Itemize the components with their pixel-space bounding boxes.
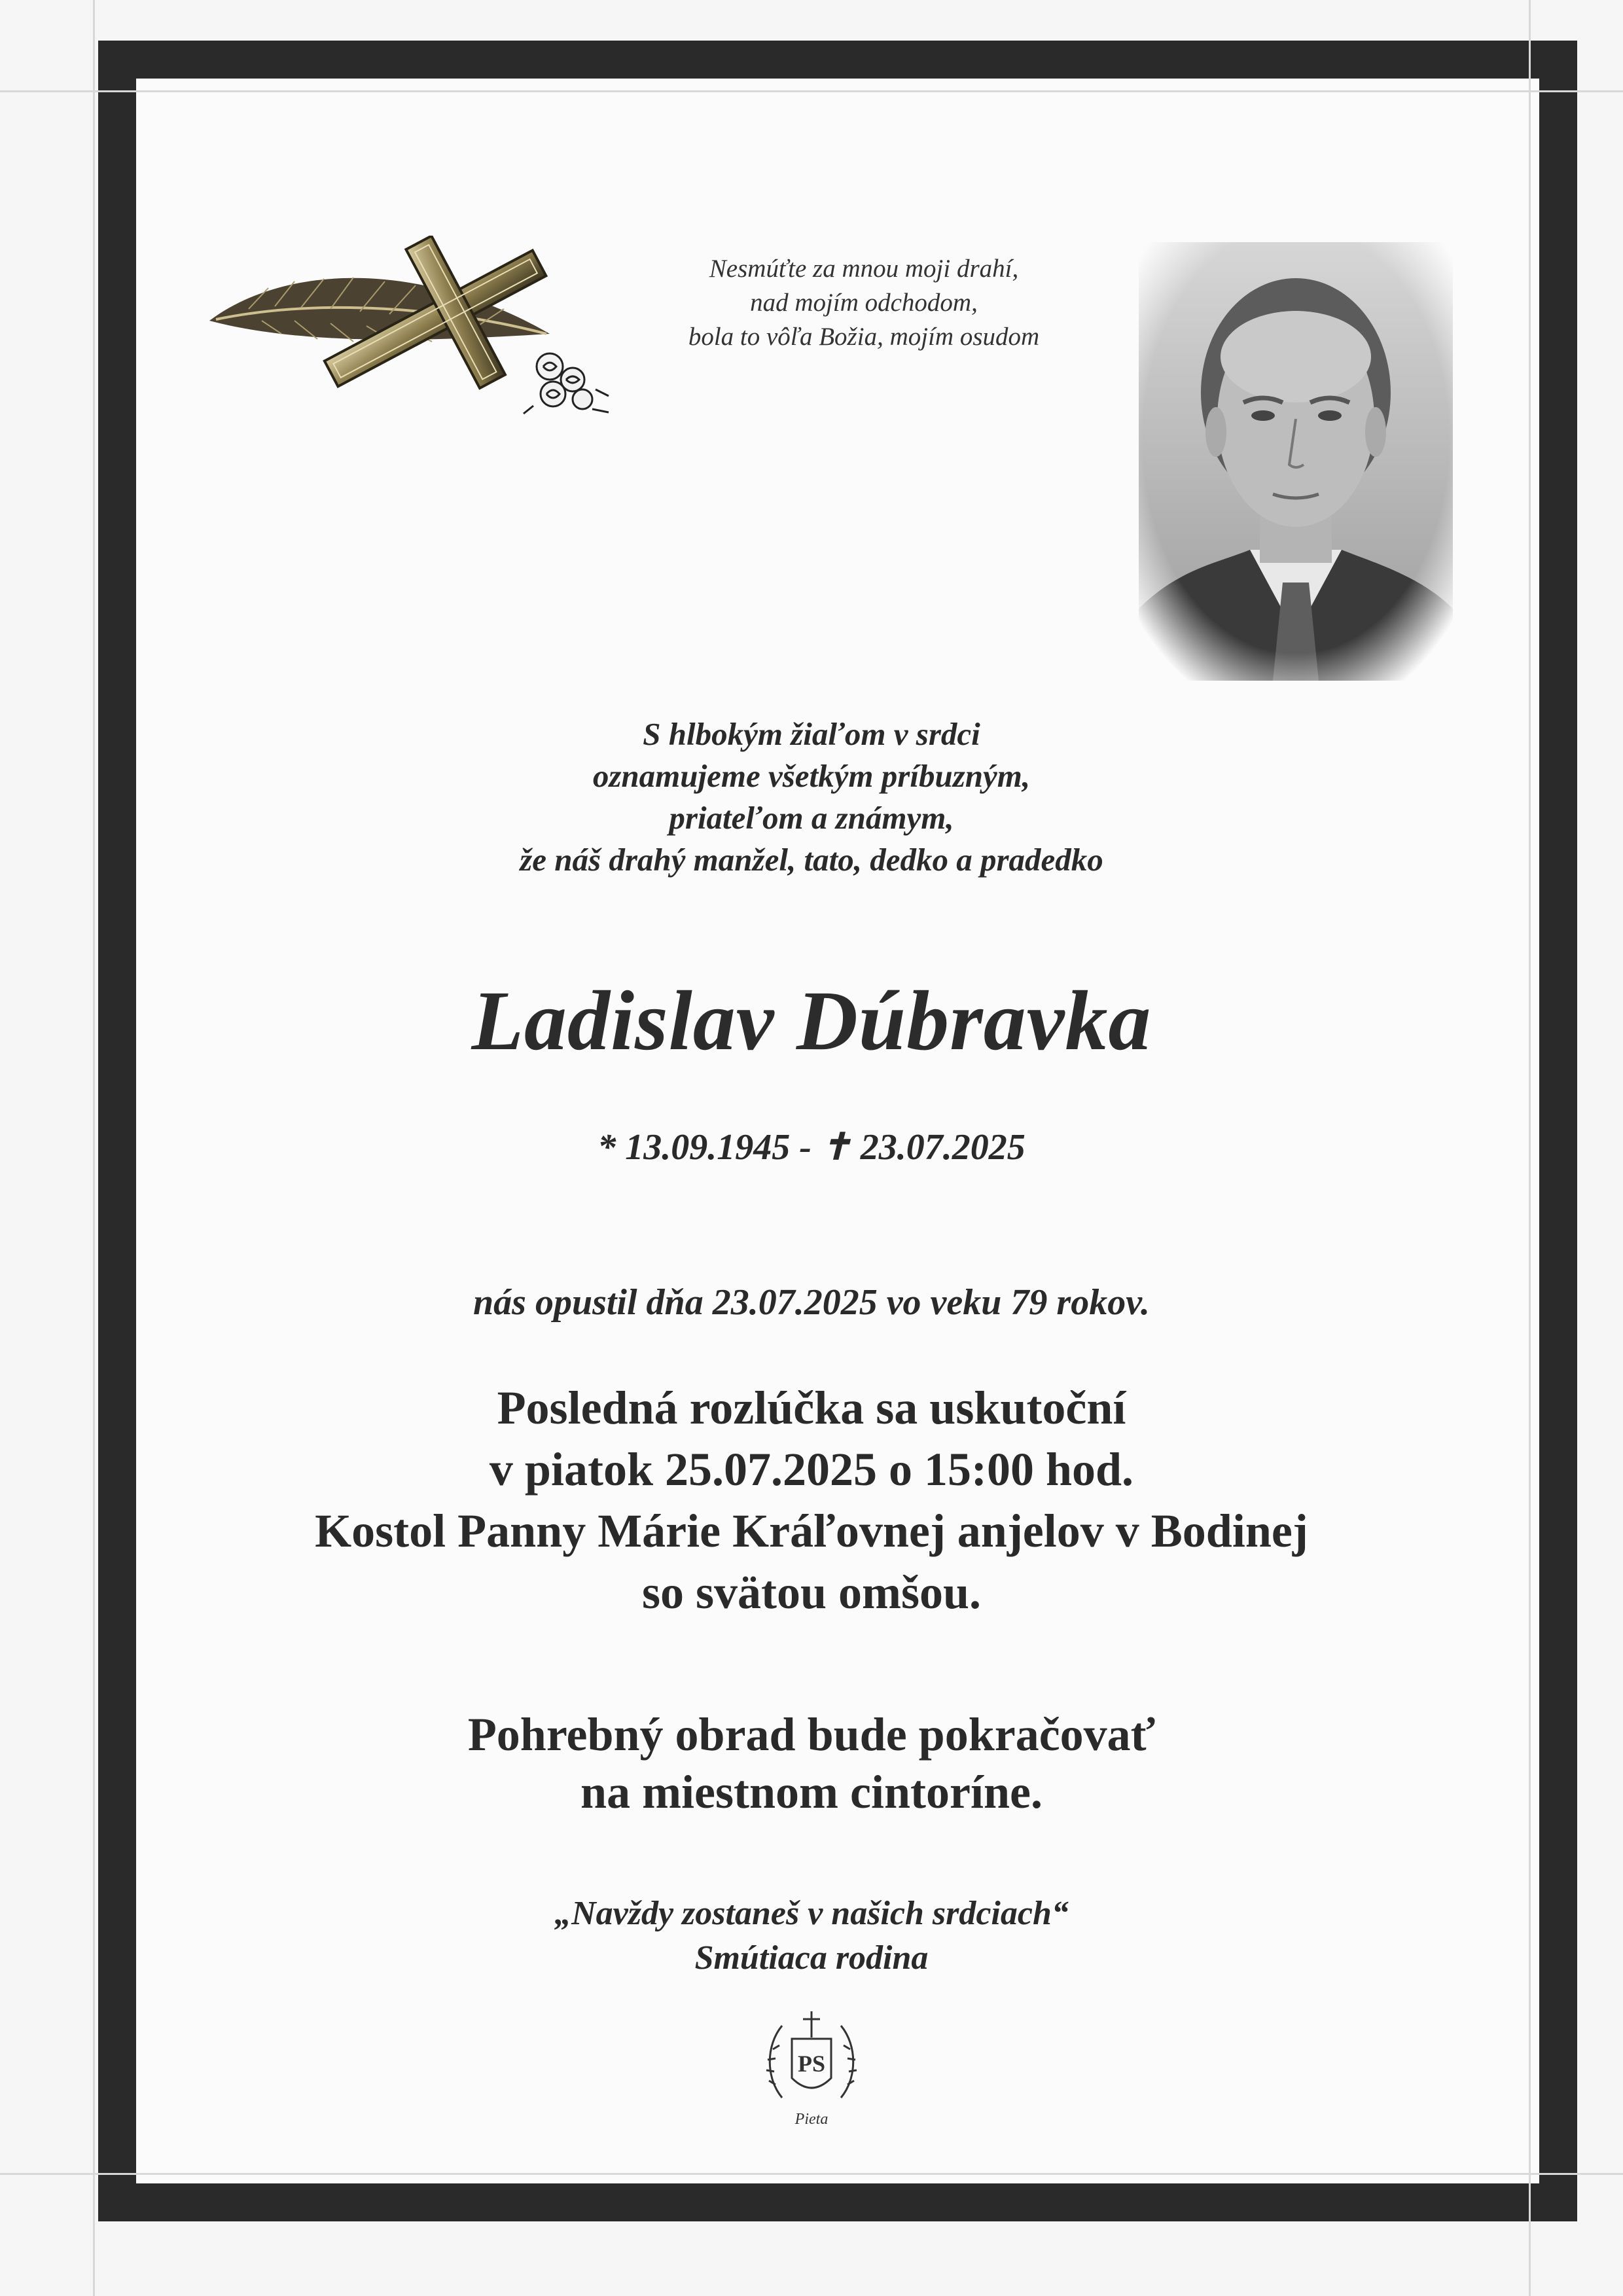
burial-line: na miestnom cintoríne. — [580, 1766, 1043, 1818]
ceremony-line: Posledná rozlúčka sa uskutoční — [497, 1382, 1126, 1434]
intro-text — [196, 713, 1427, 881]
frame-right — [1539, 41, 1577, 2221]
ceremony-line: v piatok 25.07.2025 o 15:00 hod. — [489, 1443, 1134, 1496]
ceremony-info — [196, 1377, 1427, 1623]
intro-line: že náš drahý manžel, tato, dedko a pradedko — [520, 842, 1103, 878]
poem-line: Nesmúťte za mnou moji drahí, — [709, 255, 1019, 283]
burial-line: Pohrebný obrad bude pokračovať — [467, 1708, 1156, 1761]
cross-feather-roses-icon — [209, 236, 628, 425]
intro-line: priateľom a známym, — [669, 800, 954, 836]
frame-left — [98, 41, 136, 2221]
guide-line — [1529, 0, 1531, 2296]
pieta-logo-icon — [756, 2000, 867, 2130]
ceremony-line: so svätou omšou. — [641, 1566, 982, 1619]
guide-line — [0, 90, 1623, 92]
frame-bottom — [98, 2183, 1577, 2221]
passed-away-text: nás opustil dňa 23.07.2025 vo veku 79 rokov. — [473, 1282, 1150, 1323]
signature: Smútiaca rodina — [694, 1939, 929, 1977]
portrait-photo — [1139, 242, 1453, 681]
frame-top — [98, 41, 1577, 79]
guide-line — [0, 2173, 1623, 2175]
svg-text:PS: PS — [797, 2051, 826, 2077]
logo-label: Pieta — [794, 2111, 829, 2128]
closing-quote: „Navždy zostaneš v našich srdciach“ — [554, 1895, 1069, 1932]
life-dates: * 13.09.1945 - ✝ 23.07.2025 — [597, 1127, 1026, 1168]
guide-line — [93, 0, 95, 2296]
poem-verse — [628, 252, 1099, 354]
deceased-name: Ladislav Dúbravka — [471, 974, 1152, 1068]
closing — [196, 1892, 1427, 1981]
poem-line: nad mojím odchodom, — [750, 289, 978, 317]
intro-line: oznamujeme všetkým príbuzným, — [592, 758, 1031, 794]
intro-line: S hlbokým žiaľom v srdci — [643, 716, 980, 752]
ceremony-line: Kostol Panny Márie Kráľovnej anjelov v Bodinej — [315, 1505, 1308, 1557]
poem-line: bola to vôľa Božia, mojím osudom — [688, 323, 1040, 351]
burial-info — [196, 1706, 1427, 1821]
